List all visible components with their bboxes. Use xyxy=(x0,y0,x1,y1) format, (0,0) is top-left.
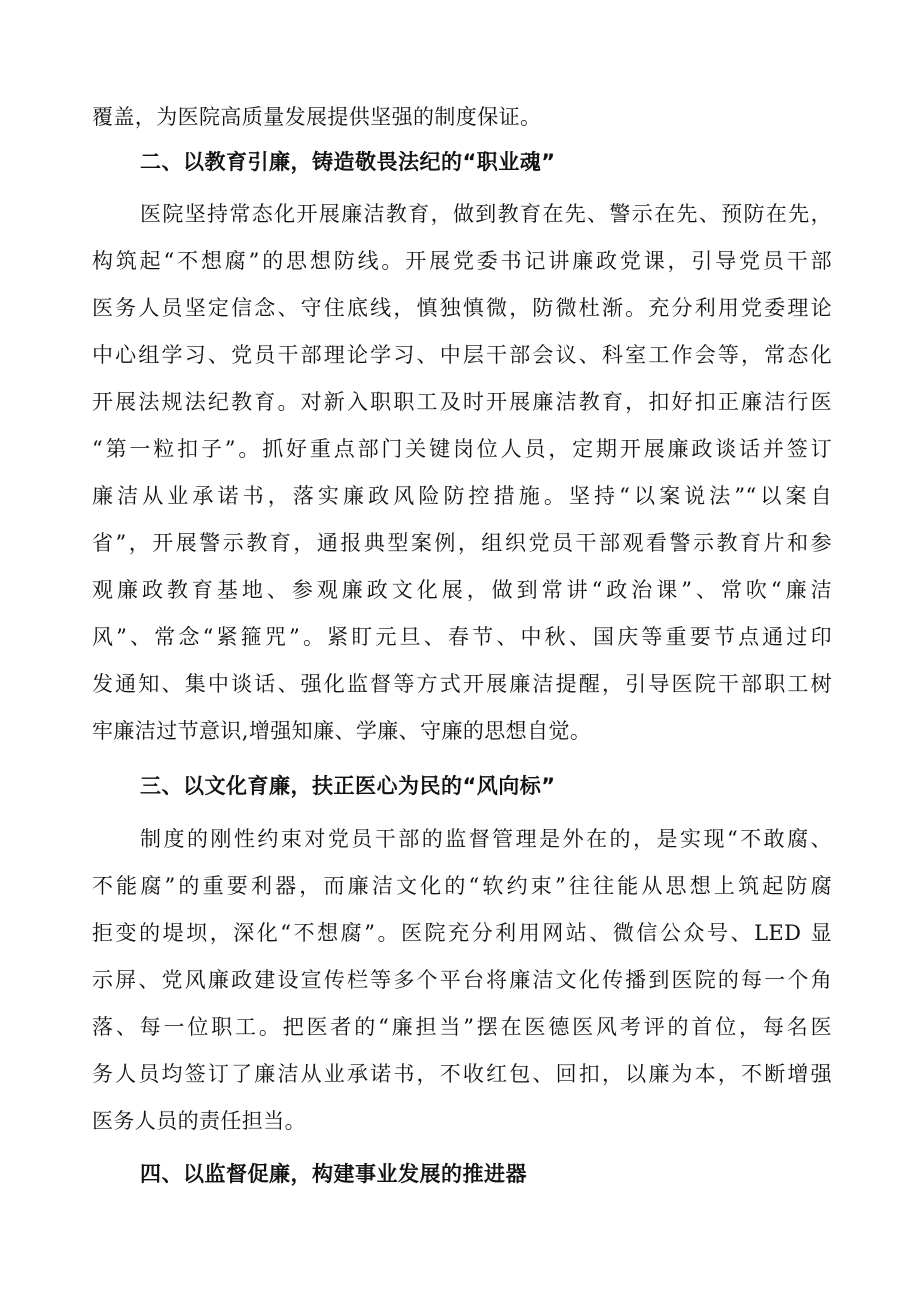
paragraph-line: 拒变的堤坝，深化“不想腐”。医院充分利用网站、微信公众号、LED 显 xyxy=(92,921,832,945)
paragraph-line: 不能腐”的重要利器，而廉洁文化的“软约束”往往能从思想上筑起防腐 xyxy=(92,874,832,898)
paragraph-line: 医务人员的责任担当。 xyxy=(92,1109,306,1133)
paragraph-line: 制度的刚性约束对党员干部的监督管理是外在的，是实现“不敢腐、 xyxy=(140,827,832,851)
paragraph-line: 风”、常念“紧箍咒”。紧盯元旦、春节、中秋、国庆等重要节点通过印 xyxy=(92,625,832,649)
paragraph-line: 发通知、集中谈话、强化监督等方式开展廉洁提醒，引导医院干部职工树 xyxy=(92,672,832,696)
paragraph-line: “第一粒扣子”。抓好重点部门关键岗位人员，定期开展廉政谈话并签订 xyxy=(92,437,832,461)
section-heading-4: 四、以监督促廉，构建事业发展的推进器 xyxy=(140,1162,527,1186)
paragraph-line: 覆盖，为医院高质量发展提供坚强的制度保证。 xyxy=(92,105,542,129)
paragraph-line: 构筑起“不想腐”的思想防线。开展党委书记讲廉政党课，引导党员干部 xyxy=(92,249,832,273)
paragraph-line: 开展法规法纪教育。对新入职职工及时开展廉洁教育，扣好扣正廉洁行医 xyxy=(92,390,832,414)
paragraph-line: 医务人员坚定信念、守住底线，慎独慎微，防微杜渐。充分利用党委理论 xyxy=(92,296,832,320)
paragraph-line: 观廉政教育基地、参观廉政文化展，做到常讲“政治课”、常吹“廉洁 xyxy=(92,578,832,602)
paragraph-line: 省”，开展警示教育，通报典型案例，组织党员干部观看警示教育片和参 xyxy=(92,531,832,555)
paragraph-line: 务人员均签订了廉洁从业承诺书，不收红包、回扣，以廉为本，不断增强 xyxy=(92,1062,832,1086)
paragraph-line: 落、每一位职工。把医者的“廉担当”摆在医德医风考评的首位，每名医 xyxy=(92,1015,832,1039)
section-heading-3: 三、以文化育廉，扶正医心为民的“风向标” xyxy=(140,774,556,798)
paragraph-line: 示屏、党风廉政建设宣传栏等多个平台将廉洁文化传播到医院的每一个角 xyxy=(92,968,832,992)
paragraph-line: 中心组学习、党员干部理论学习、中层干部会议、科室工作会等，常态化 xyxy=(92,343,832,367)
section-heading-2: 二、以教育引廉，铸造敬畏法纪的“职业魂” xyxy=(140,150,556,174)
paragraph-line: 医院坚持常态化开展廉洁教育，做到教育在先、警示在先、预防在先， xyxy=(140,202,832,226)
paragraph-line: 牢廉洁过节意识,增强知廉、学廉、守廉的思想自觉。 xyxy=(92,719,592,743)
paragraph-line: 廉洁从业承诺书，落实廉政风险防控措施。坚持“以案说法”“以案自 xyxy=(92,484,832,508)
